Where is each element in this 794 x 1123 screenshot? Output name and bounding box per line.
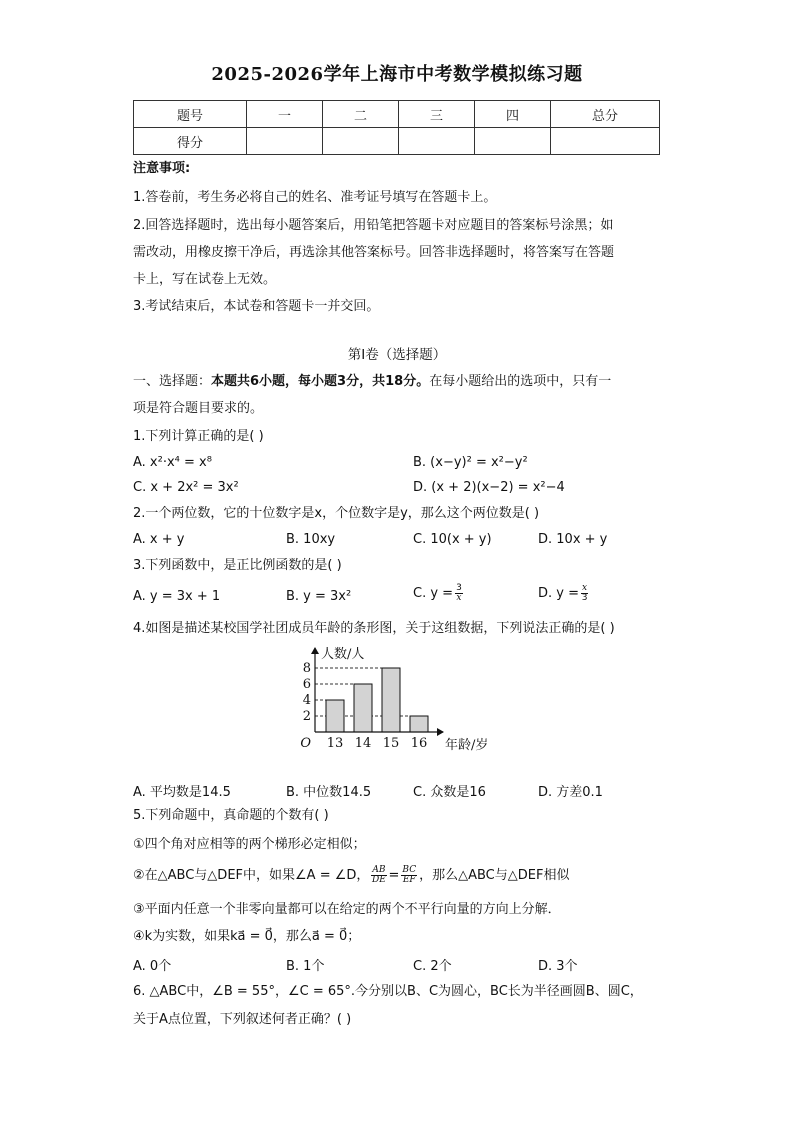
q3-option-b[interactable]: B. y = 3x² bbox=[286, 589, 352, 604]
score-table-score-row bbox=[134, 128, 660, 155]
q5-fraction-ab-de bbox=[371, 866, 386, 885]
q3-option-d-fraction bbox=[581, 584, 588, 603]
note-item: 卡上，写在试卷上无效。 bbox=[133, 272, 277, 287]
bar bbox=[410, 716, 428, 732]
x-tick-label: 16 bbox=[410, 736, 428, 751]
q1-option-a[interactable]: A. x²·x⁴ = x⁸ bbox=[133, 455, 212, 470]
q5-stem: 5.下列命题中，真命题的个数有( ) bbox=[133, 808, 329, 823]
q3-stem: 3.下列函数中，是正比例函数的是( ) bbox=[133, 558, 342, 573]
q4-option-c[interactable]: C. 众数是16 bbox=[413, 785, 486, 800]
q3-option-d[interactable] bbox=[538, 584, 590, 603]
q4-stem: 4.如图是描述某校国学社团成员年龄的条形图，关于这组数据，下列说法正确的是( ) bbox=[133, 621, 615, 636]
fraction-numerator: x bbox=[582, 583, 588, 593]
bar bbox=[354, 684, 372, 732]
q6-stem-line-2: 关于A点位置，下列叙述何者正确？( ) bbox=[133, 1012, 352, 1027]
q2-option-b[interactable]: B. 10xy bbox=[286, 532, 336, 547]
score-cell[interactable] bbox=[323, 128, 399, 155]
q2-stem: 2.一个两位数，它的十位数字是x，个位数字是y，那么这个两位数是( ) bbox=[133, 506, 540, 521]
instructions-bold: 本题共6小题，每小题3分，共18分。 bbox=[211, 374, 430, 389]
x-tick-label: 13 bbox=[326, 736, 344, 751]
notes-heading: 注意事项: bbox=[133, 161, 191, 176]
x-tick-label: 14 bbox=[354, 736, 372, 751]
score-header-cell: 一 bbox=[247, 101, 323, 128]
q2-option-d[interactable]: D. 10x + y bbox=[538, 532, 608, 547]
score-table-header-row bbox=[134, 101, 660, 128]
q1-option-d[interactable]: D. (x + 2)(x−2) = x²−4 bbox=[413, 480, 565, 495]
fraction-numerator: 3 bbox=[456, 583, 462, 593]
instructions-line-2: 项是符合题目要求的。 bbox=[133, 401, 264, 416]
score-header-cell: 四 bbox=[475, 101, 551, 128]
instructions-line-1 bbox=[133, 373, 611, 391]
y-tick-label: 2 bbox=[302, 709, 311, 724]
q1-option-c[interactable]: C. x + 2x² = 3x² bbox=[133, 480, 239, 495]
x-tick-label: 15 bbox=[382, 736, 400, 751]
q5-fraction-bc-ef bbox=[401, 866, 417, 885]
q3-option-a[interactable]: A. y = 3x + 1 bbox=[133, 589, 221, 604]
q5-option-c[interactable]: C. 2个 bbox=[413, 959, 452, 974]
section-title: 第I卷（选择题） bbox=[347, 347, 447, 363]
instructions-suffix: 在每小题给出的选项中，只有一 bbox=[429, 374, 612, 389]
fraction-denominator: x bbox=[456, 593, 462, 603]
fraction-numerator: BC bbox=[402, 865, 417, 875]
age-bar-chart bbox=[285, 640, 505, 760]
q2-option-c[interactable]: C. 10(x + y) bbox=[413, 532, 492, 547]
score-header-cell: 题号 bbox=[134, 101, 247, 128]
q3-option-d-lhs: y = bbox=[556, 586, 580, 601]
page-title: 2025-2026学年上海市中考数学模拟练习题 bbox=[211, 64, 583, 85]
score-header-cell: 二 bbox=[323, 101, 399, 128]
q4-option-b[interactable]: B. 中位数14.5 bbox=[286, 785, 372, 800]
bar bbox=[382, 668, 400, 732]
q5-option-a[interactable]: A. 0个 bbox=[133, 959, 172, 974]
q5-statement-2 bbox=[133, 866, 569, 885]
score-cell[interactable] bbox=[551, 128, 660, 155]
score-cell[interactable] bbox=[399, 128, 475, 155]
note-item: 需改动，用橡皮擦干净后，再选涂其他答案标号。回答非选择题时，将答案写在答题 bbox=[133, 245, 615, 260]
bar bbox=[326, 700, 344, 732]
score-header-cell: 总分 bbox=[551, 101, 660, 128]
score-header-cell: 三 bbox=[399, 101, 475, 128]
fraction-numerator: AB bbox=[372, 865, 386, 875]
fraction-denominator: EF bbox=[402, 875, 416, 885]
q3-option-c-letter: C. bbox=[413, 586, 427, 601]
x-axis-label: 年龄/岁 bbox=[445, 738, 489, 753]
fraction-denominator: DE bbox=[372, 875, 386, 885]
q4-option-a[interactable]: A. 平均数是14.5 bbox=[133, 785, 231, 800]
q1-stem: 1.下列计算正确的是( ) bbox=[133, 429, 264, 444]
y-tick-label: 6 bbox=[302, 677, 311, 692]
score-cell[interactable] bbox=[475, 128, 551, 155]
q5-statement-3: ③平面内任意一个非零向量都可以在给定的两个不平行向量的方向上分解． bbox=[133, 902, 561, 917]
note-item: 3.考试结束后，本试卷和答题卡一并交回。 bbox=[133, 299, 380, 314]
fraction-denominator: 3 bbox=[581, 593, 588, 603]
score-table bbox=[133, 100, 660, 155]
q6-stem-line-1: 6. △ABC中，∠B = 55°，∠C = 65°.今分别以B、C为圆心，BC长为半径画圆B、圆C， bbox=[133, 984, 643, 999]
q3-option-c-lhs: y = bbox=[430, 586, 454, 601]
q3-option-c-fraction bbox=[455, 584, 463, 603]
q2-option-a[interactable]: A. x + y bbox=[133, 532, 185, 547]
q5-statement-2-end: ，那么△ABC与△DEF相似 bbox=[419, 868, 570, 883]
q5-statement-4: ④k为实数，如果ka⃗ = 0⃗，那么a⃗ = 0⃗； bbox=[133, 929, 361, 944]
y-axis-label: 人数/人 bbox=[321, 647, 365, 662]
q5-equals-sign: = bbox=[388, 868, 400, 883]
q3-option-c[interactable] bbox=[413, 584, 465, 603]
q5-statement-2-start: ②在△ABC与△DEF中，如果∠A = ∠D， bbox=[133, 868, 370, 883]
q4-option-d[interactable]: D. 方差0.1 bbox=[538, 785, 603, 800]
q1-option-b[interactable]: B. (x−y)² = x²−y² bbox=[413, 455, 528, 470]
score-cell[interactable] bbox=[247, 128, 323, 155]
y-tick-label: 4 bbox=[302, 693, 311, 708]
note-item: 2.回答选择题时，选出每小题答案后，用铅笔把答题卡对应题目的答案标号涂黑；如 bbox=[133, 218, 614, 233]
q5-option-b[interactable]: B. 1个 bbox=[286, 959, 325, 974]
q5-option-d[interactable]: D. 3个 bbox=[538, 959, 578, 974]
origin-label: O bbox=[300, 736, 311, 751]
score-row-label: 得分 bbox=[134, 128, 247, 155]
y-tick-label: 8 bbox=[302, 661, 311, 676]
q5-statement-1: ①四个角对应相等的两个梯形必定相似； bbox=[133, 837, 366, 852]
instructions-prefix: 一、选择题： bbox=[133, 374, 212, 389]
q3-option-d-letter: D. bbox=[538, 586, 553, 601]
note-item: 1.答卷前，考生务必将自己的姓名、准考证号填写在答题卡上。 bbox=[133, 190, 497, 205]
